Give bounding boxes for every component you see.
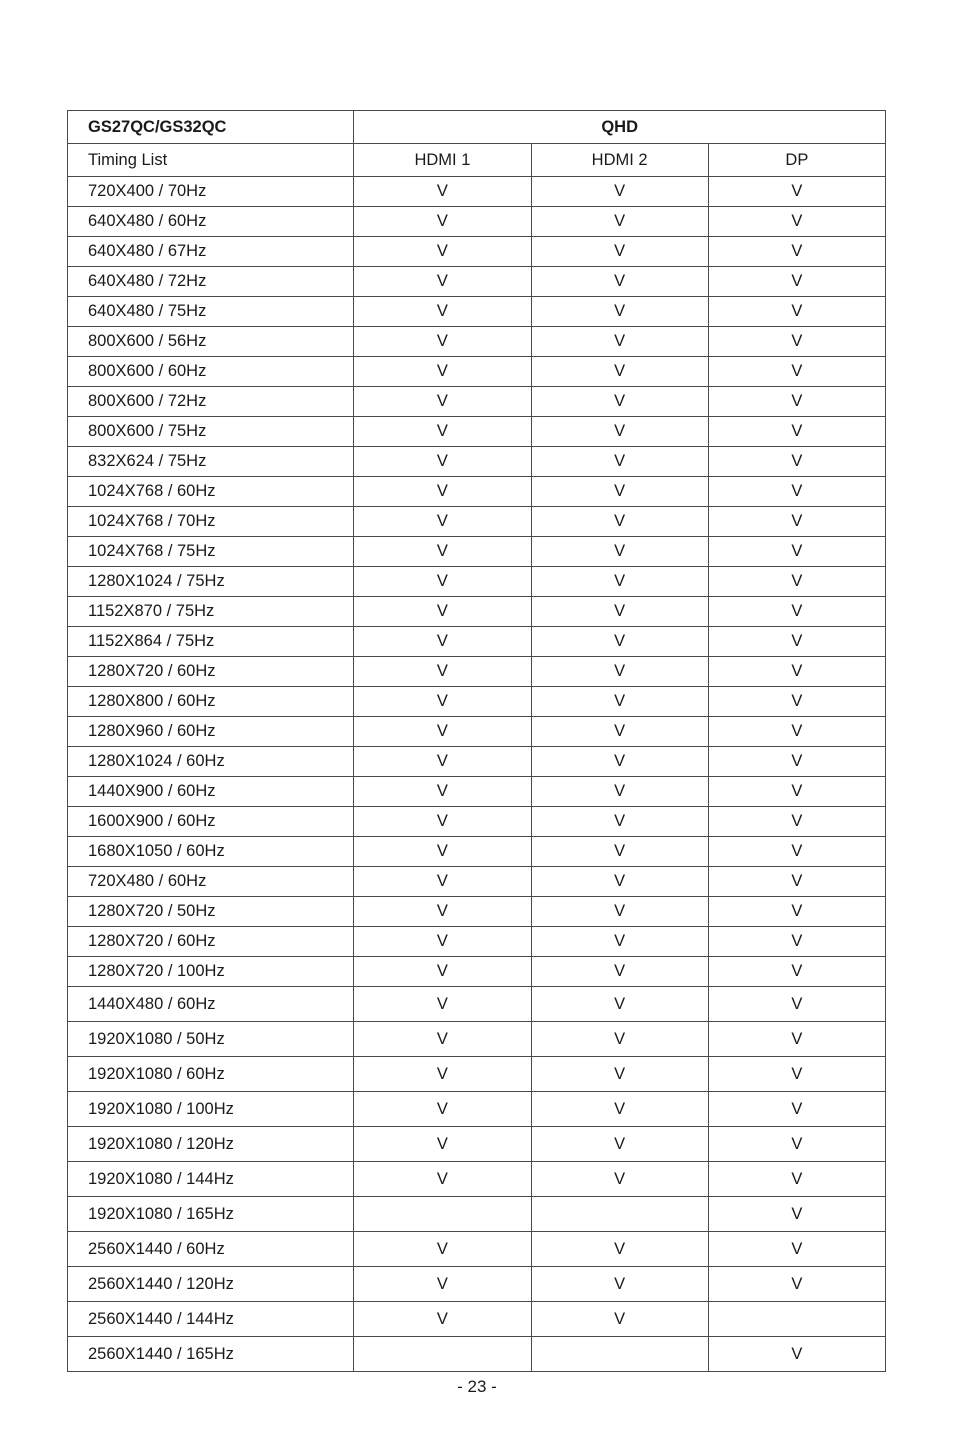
hdmi1-support-cell: V [354,237,531,267]
column-header-hdmi1: HDMI 1 [354,144,531,177]
table-row [68,1267,886,1302]
table-row [68,747,886,777]
hdmi2-support-cell: V [531,267,708,297]
hdmi2-support-cell: V [531,597,708,627]
table-row [68,927,886,957]
table-row [68,1232,886,1267]
table-row [68,657,886,687]
table-row [68,1337,886,1372]
timing-cell: 640X480 / 60Hz [68,207,354,237]
dp-support-cell: V [708,957,885,987]
hdmi2-support-cell: V [531,357,708,387]
hdmi2-support-cell: V [531,567,708,597]
table-row [68,447,886,477]
timing-cell: 1024X768 / 75Hz [68,537,354,567]
hdmi2-support-cell: V [531,807,708,837]
timing-cell: 640X480 / 67Hz [68,237,354,267]
dp-support-cell: V [708,597,885,627]
timing-cell: 800X600 / 72Hz [68,387,354,417]
dp-support-cell: V [708,717,885,747]
dp-support-cell: V [708,447,885,477]
table-row [68,957,886,987]
dp-support-cell: V [708,987,885,1022]
hdmi2-support-cell: V [531,957,708,987]
timing-cell: 1600X900 / 60Hz [68,807,354,837]
hdmi1-support-cell: V [354,207,531,237]
hdmi2-support-cell: V [531,867,708,897]
timing-cell: 1440X900 / 60Hz [68,777,354,807]
timing-cell: 640X480 / 75Hz [68,297,354,327]
hdmi2-support-cell: V [531,1267,708,1302]
hdmi2-support-cell: V [531,1162,708,1197]
dp-support-cell: V [708,1232,885,1267]
hdmi1-support-cell: V [354,807,531,837]
hdmi1-support-cell: V [354,177,531,207]
hdmi1-support-cell: V [354,747,531,777]
table-row [68,387,886,417]
dp-support-cell: V [708,927,885,957]
resolution-group-header: QHD [354,111,886,144]
hdmi1-support-cell: V [354,417,531,447]
timing-cell: 800X600 / 75Hz [68,417,354,447]
table-row [68,537,886,567]
timing-cell: 1920X1080 / 60Hz [68,1057,354,1092]
hdmi1-support-cell: V [354,987,531,1022]
hdmi2-support-cell [531,1197,708,1232]
dp-support-cell: V [708,807,885,837]
hdmi2-support-cell: V [531,297,708,327]
dp-support-cell: V [708,1162,885,1197]
timing-cell: 1280X720 / 60Hz [68,657,354,687]
dp-support-cell: V [708,207,885,237]
timing-cell: 1280X1024 / 75Hz [68,567,354,597]
hdmi2-support-cell: V [531,927,708,957]
timing-compatibility-table [67,110,886,1372]
timing-cell: 1280X720 / 50Hz [68,897,354,927]
table-row [68,237,886,267]
dp-support-cell: V [708,867,885,897]
table-row [68,1162,886,1197]
table-row [68,1127,886,1162]
timing-cell: 832X624 / 75Hz [68,447,354,477]
hdmi1-support-cell [354,1197,531,1232]
hdmi2-support-cell: V [531,327,708,357]
table-header-row [68,111,886,144]
hdmi2-support-cell: V [531,717,708,747]
hdmi2-support-cell: V [531,1302,708,1337]
timing-cell: 1280X1024 / 60Hz [68,747,354,777]
dp-support-cell: V [708,477,885,507]
table-row [68,687,886,717]
table-row [68,987,886,1022]
hdmi2-support-cell: V [531,537,708,567]
table-row [68,417,886,447]
table-row [68,897,886,927]
timing-cell: 1920X1080 / 100Hz [68,1092,354,1127]
hdmi2-support-cell: V [531,837,708,867]
dp-support-cell: V [708,627,885,657]
table-row [68,1302,886,1337]
hdmi2-support-cell: V [531,897,708,927]
timing-cell: 1280X720 / 60Hz [68,927,354,957]
dp-support-cell: V [708,1267,885,1302]
dp-support-cell: V [708,417,885,447]
hdmi2-support-cell: V [531,387,708,417]
hdmi1-support-cell: V [354,507,531,537]
dp-support-cell: V [708,357,885,387]
dp-support-cell: V [708,327,885,357]
timing-cell: 2560X1440 / 144Hz [68,1302,354,1337]
table-row [68,597,886,627]
timing-cell: 1152X870 / 75Hz [68,597,354,627]
dp-support-cell: V [708,1057,885,1092]
hdmi1-support-cell: V [354,717,531,747]
hdmi1-support-cell: V [354,1162,531,1197]
dp-support-cell: V [708,297,885,327]
dp-support-cell: V [708,387,885,417]
page-number: - 23 - [457,1377,497,1396]
hdmi1-support-cell: V [354,267,531,297]
dp-support-cell: V [708,537,885,567]
hdmi2-support-cell: V [531,777,708,807]
hdmi1-support-cell: V [354,327,531,357]
table-row [68,807,886,837]
timing-cell: 1920X1080 / 165Hz [68,1197,354,1232]
hdmi2-support-cell: V [531,1057,708,1092]
dp-support-cell: V [708,777,885,807]
hdmi2-support-cell: V [531,177,708,207]
hdmi1-support-cell: V [354,1127,531,1162]
table-row [68,867,886,897]
hdmi1-support-cell: V [354,1267,531,1302]
dp-support-cell: V [708,657,885,687]
hdmi1-support-cell: V [354,687,531,717]
hdmi1-support-cell: V [354,567,531,597]
hdmi2-support-cell [531,1337,708,1372]
table-row [68,777,886,807]
table-row [68,837,886,867]
hdmi2-support-cell: V [531,207,708,237]
hdmi1-support-cell: V [354,1057,531,1092]
table-row [68,267,886,297]
hdmi1-support-cell: V [354,537,531,567]
timing-cell: 1280X720 / 100Hz [68,957,354,987]
hdmi2-support-cell: V [531,747,708,777]
timing-cell: 2560X1440 / 165Hz [68,1337,354,1372]
table-row [68,477,886,507]
hdmi2-support-cell: V [531,237,708,267]
timing-cell: 1920X1080 / 120Hz [68,1127,354,1162]
hdmi2-support-cell: V [531,1022,708,1057]
model-name: GS27QC/GS32QC [68,111,354,144]
column-header-row [68,144,886,177]
hdmi1-support-cell: V [354,957,531,987]
dp-support-cell: V [708,1092,885,1127]
column-header-dp: DP [708,144,885,177]
timing-cell: 1680X1050 / 60Hz [68,837,354,867]
hdmi1-support-cell: V [354,387,531,417]
dp-support-cell: V [708,567,885,597]
hdmi1-support-cell: V [354,927,531,957]
hdmi1-support-cell: V [354,1092,531,1127]
table-row [68,717,886,747]
table-row [68,207,886,237]
hdmi1-support-cell: V [354,837,531,867]
timing-cell: 1024X768 / 60Hz [68,477,354,507]
timing-cell: 1920X1080 / 50Hz [68,1022,354,1057]
timing-cell: 1280X800 / 60Hz [68,687,354,717]
timing-cell: 800X600 / 56Hz [68,327,354,357]
hdmi1-support-cell: V [354,1022,531,1057]
dp-support-cell: V [708,1022,885,1057]
dp-support-cell: V [708,237,885,267]
timing-cell: 1440X480 / 60Hz [68,987,354,1022]
hdmi2-support-cell: V [531,447,708,477]
hdmi1-support-cell: V [354,447,531,477]
table-row [68,1057,886,1092]
column-header-hdmi2: HDMI 2 [531,144,708,177]
timing-cell: 2560X1440 / 60Hz [68,1232,354,1267]
dp-support-cell: V [708,897,885,927]
hdmi1-support-cell: V [354,867,531,897]
hdmi2-support-cell: V [531,507,708,537]
hdmi1-support-cell: V [354,897,531,927]
hdmi2-support-cell: V [531,1232,708,1267]
timing-cell: 640X480 / 72Hz [68,267,354,297]
hdmi1-support-cell: V [354,657,531,687]
hdmi1-support-cell: V [354,1232,531,1267]
timing-list-header: Timing List [68,144,354,177]
table-row [68,1092,886,1127]
hdmi1-support-cell: V [354,297,531,327]
hdmi1-support-cell: V [354,357,531,387]
hdmi2-support-cell: V [531,627,708,657]
table-row [68,507,886,537]
table-row [68,627,886,657]
hdmi2-support-cell: V [531,1092,708,1127]
hdmi2-support-cell: V [531,1127,708,1162]
hdmi2-support-cell: V [531,987,708,1022]
timing-cell: 720X480 / 60Hz [68,867,354,897]
table-row [68,1022,886,1057]
dp-support-cell: V [708,177,885,207]
table-row [68,1197,886,1232]
hdmi1-support-cell [354,1337,531,1372]
dp-support-cell: V [708,267,885,297]
timing-cell: 1920X1080 / 144Hz [68,1162,354,1197]
hdmi1-support-cell: V [354,477,531,507]
dp-support-cell: V [708,837,885,867]
table-row [68,297,886,327]
dp-support-cell [708,1302,885,1337]
hdmi1-support-cell: V [354,777,531,807]
hdmi2-support-cell: V [531,477,708,507]
dp-support-cell: V [708,1197,885,1232]
timing-cell: 720X400 / 70Hz [68,177,354,207]
dp-support-cell: V [708,687,885,717]
hdmi1-support-cell: V [354,597,531,627]
table-row [68,567,886,597]
timing-cell: 1152X864 / 75Hz [68,627,354,657]
timing-cell: 1280X960 / 60Hz [68,717,354,747]
hdmi2-support-cell: V [531,657,708,687]
table-row [68,177,886,207]
dp-support-cell: V [708,1337,885,1372]
dp-support-cell: V [708,1127,885,1162]
dp-support-cell: V [708,507,885,537]
timing-cell: 800X600 / 60Hz [68,357,354,387]
timing-cell: 2560X1440 / 120Hz [68,1267,354,1302]
table-row [68,357,886,387]
table-row [68,327,886,357]
timing-cell: 1024X768 / 70Hz [68,507,354,537]
hdmi1-support-cell: V [354,627,531,657]
dp-support-cell: V [708,747,885,777]
hdmi2-support-cell: V [531,687,708,717]
hdmi1-support-cell: V [354,1302,531,1337]
hdmi2-support-cell: V [531,417,708,447]
